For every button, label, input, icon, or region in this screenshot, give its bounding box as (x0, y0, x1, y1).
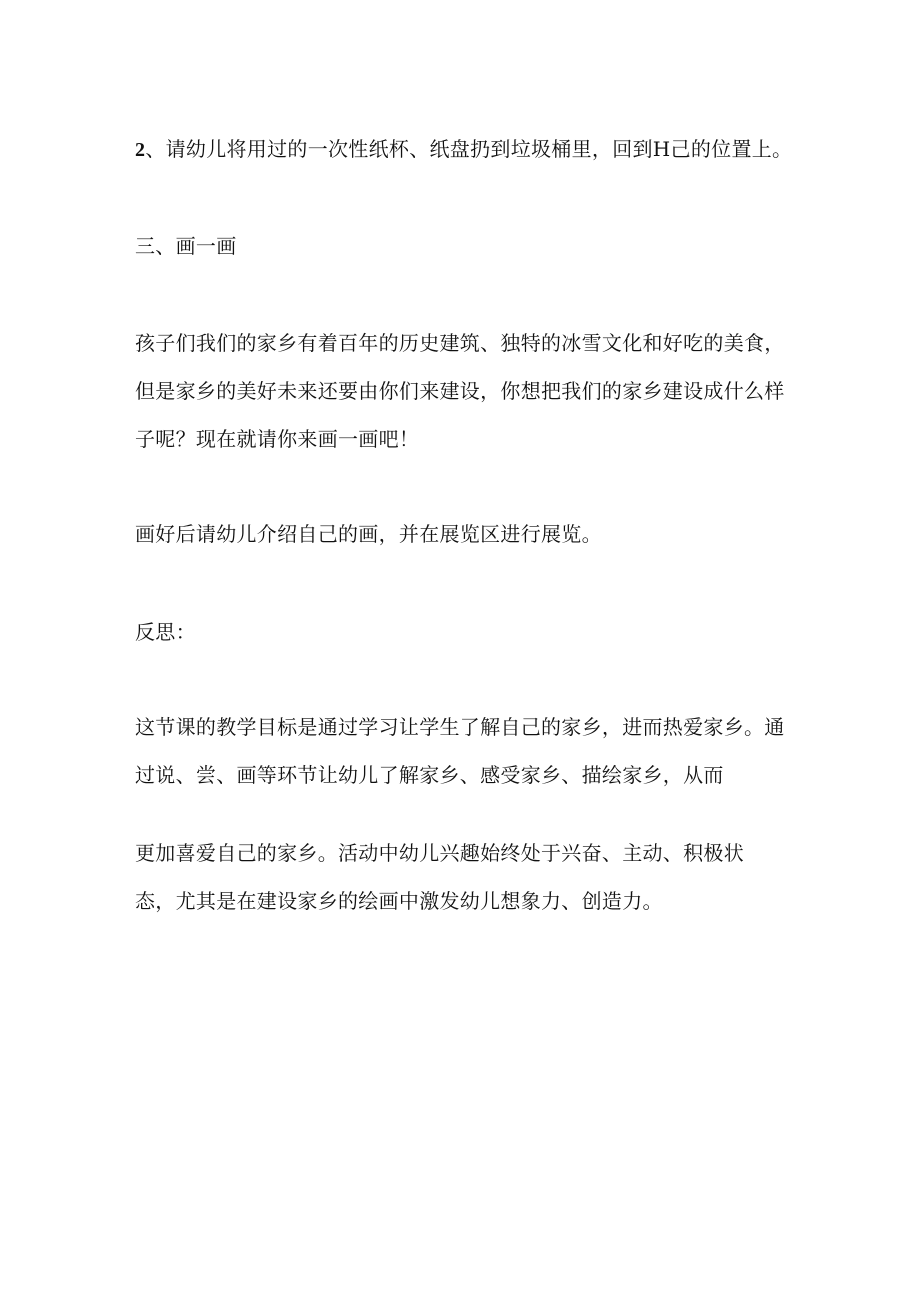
reflection-line-2: 过说、尝、画等环节让幼儿了解家乡、感受家乡、描绘家乡，从而 (135, 763, 724, 787)
reflection-line-1: 这节课的教学目标是通过学习让学生了解自己的家乡，进而热爱家乡。通 (135, 715, 785, 739)
step-2-number: 2 (135, 139, 146, 161)
reflection-line-4: 态，尤其是在建设家乡的绘画中激发幼儿想象力、创造力。 (135, 889, 663, 913)
reflection-line-3: 更加喜爱自己的家乡。活动中幼儿兴趣始终处于兴奋、主动、积极状 (135, 841, 744, 865)
after-drawing-paragraph: 画好后请幼儿介绍自己的画，并在展览区进行展览。 (135, 522, 602, 546)
intro-paragraph-line-3: 子呢？现在就请你来画一画吧！ (135, 427, 420, 451)
step-2-line (135, 136, 792, 163)
intro-paragraph-line-1: 孩子们我们的家乡有着百年的历史建筑、独特的冰雪文化和好吃的美食， (135, 331, 785, 355)
intro-paragraph-line-2: 但是家乡的美好未来还要由你们来建设，你想把我们的家乡建设成什么样 (135, 379, 785, 403)
reflection-heading: 反思： (135, 620, 196, 644)
step-2-text: 、请幼儿将用过的一次性纸杯、纸盘扔到垃圾桶里，回到H己的位置上。 (145, 137, 793, 161)
section-3-heading: 三、画一画 (135, 234, 237, 258)
